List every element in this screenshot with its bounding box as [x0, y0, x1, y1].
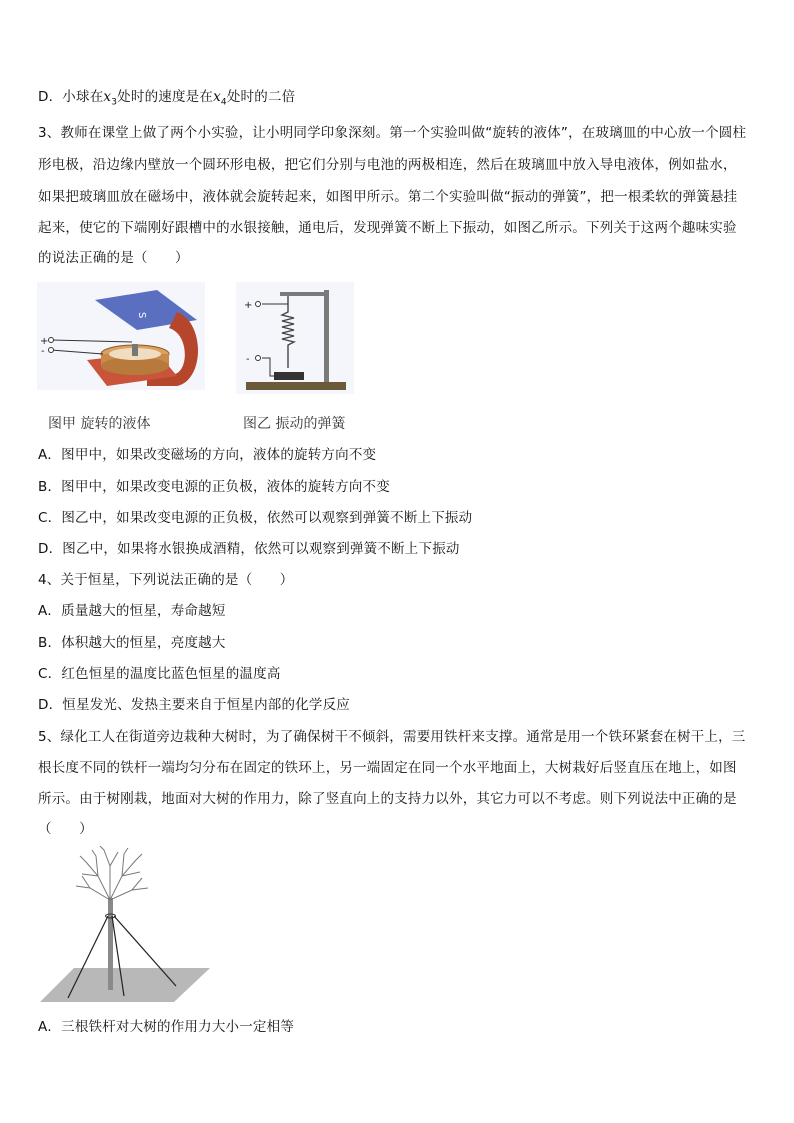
q5-option-a: A．三根铁杆对大树的作用力大小一定相等 — [38, 1019, 295, 1035]
var-x4: x — [213, 89, 221, 105]
q3-option-d: D．图乙中，如果将水银换成酒精，依然可以观察到弹簧不断上下振动 — [38, 541, 460, 557]
terminal-top — [256, 302, 261, 307]
q3-stem-line-5: 的说法正确的是（ ） — [38, 250, 189, 266]
q5-stem-line-2: 根长度不同的铁杆一端均匀分布在固定的铁环上，另一端固定在同一个水平地面上，大树栽好后竖直压在地上，如图 — [38, 760, 737, 776]
stand-arm — [280, 292, 328, 296]
q2-option-d-text-2: 处时的速度是在 — [117, 89, 214, 105]
figure-a-caption: 图甲 旋转的液体 — [48, 416, 151, 432]
label-plus-b: + — [244, 300, 253, 311]
terminal-negative — [49, 348, 54, 353]
sub-3: 3 — [111, 97, 118, 108]
stand-base — [246, 382, 346, 390]
ground-plane — [40, 968, 210, 1002]
figure-vibrating-spring — [236, 282, 354, 394]
center-electrode — [132, 344, 138, 356]
q3-option-b: B．图甲中，如果改变电源的正负极，液体的旋转方向不变 — [38, 479, 390, 495]
q3-stem-line-2: 形电极，沿边缘内壁放一个圆环形电极，把它们分别与电池的两极相连，然后在玻璃皿中放入导电液体，例如盐水， — [38, 157, 737, 173]
q2-option-d — [38, 87, 760, 113]
label-minus-b: - — [246, 354, 250, 365]
q5-stem-line-4: （ ） — [38, 821, 93, 837]
var-x3: x — [103, 89, 112, 105]
q3-option-c: C．图乙中，如果改变电源的正负极，依然可以观察到弹簧不断上下振动 — [38, 510, 473, 526]
tree-branches — [76, 846, 148, 900]
q4-option-a: A．质量越大的恒星，寿命越短 — [38, 603, 226, 619]
tree-trunk — [108, 898, 113, 990]
figure-b-caption: 图乙 振动的弹簧 — [243, 416, 346, 432]
q3-option-a: A．图甲中，如果改变磁场的方向，液体的旋转方向不变 — [38, 447, 377, 463]
sub-4: 4 — [220, 97, 227, 108]
label-minus: - — [41, 346, 45, 357]
q3-stem-line-3: 如果把玻璃皿放在磁场中，液体就会旋转起来，如图甲所示。第二个实验叫做“振动的弹簧”，把一根柔软的弹簧悬挂 — [38, 189, 738, 205]
q4-option-b: B．体积越大的恒星，亮度越大 — [38, 635, 226, 651]
q3-stem-line-4: 起来，使它的下端刚好跟槽中的水银接触，通电后，发现弹簧不断上下振动，如图乙所示。下列关于这两个趣味实验 — [38, 220, 737, 236]
mercury-trough — [274, 372, 304, 380]
stand-pole — [324, 290, 329, 384]
q4-option-d: D．恒星发光、发热主要来自于恒星内部的化学反应 — [38, 697, 350, 713]
label-plus: + — [40, 336, 49, 347]
figure-tree-supports — [38, 846, 214, 1006]
terminal-positive — [49, 338, 54, 343]
q5-stem-line-3: 所示。由于树刚栽，地面对大树的作用力，除了竖直向上的支持力以外，其它力可以不考虑。则下列说法中正确的是 — [38, 791, 737, 807]
figure-rotating-liquid — [37, 282, 205, 390]
q2-option-d-text-3: 处时的二倍 — [226, 89, 296, 105]
magnet-letter: S — [136, 312, 147, 319]
q4-option-c: C．红色恒星的温度比蓝色恒星的温度高 — [38, 666, 281, 682]
q2-option-d-text-1: D．小球在 — [38, 89, 104, 105]
q3-stem-line-1: 3、教师在课堂上做了两个小实验，让小明同学印象深刻。第一个实验叫做“旋转的液体”，在玻璃皿的中心放一个圆柱 — [38, 125, 747, 141]
q4-stem: 4、关于恒星，下列说法正确的是（ ） — [38, 572, 294, 588]
terminal-bottom — [256, 356, 261, 361]
q5-stem-line-1: 5、绿化工人在街道旁边栽种大树时，为了确保树干不倾斜，需要用铁杆来支撑。通常是用一个铁环紧套在树干上，三 — [38, 729, 746, 745]
